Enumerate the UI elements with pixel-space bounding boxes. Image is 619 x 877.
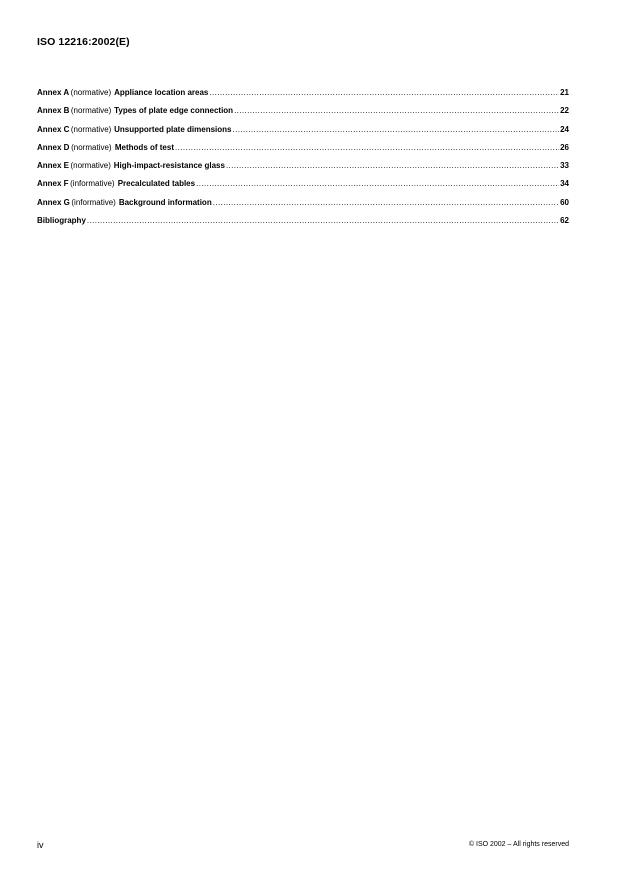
- toc-leader-dots: [87, 216, 559, 225]
- toc-leader-dots: [232, 125, 559, 134]
- toc-leader-dots: [234, 106, 559, 115]
- toc-entry-annex-g[interactable]: [37, 198, 569, 216]
- toc-entry-annex-f[interactable]: [37, 179, 569, 197]
- toc-entry-title: Precalculated tables: [117, 179, 196, 189]
- toc-page-number: 60: [560, 197, 569, 207]
- toc-entry-title: Types of plate edge connection: [114, 106, 234, 116]
- toc-entry-type: (normative): [71, 142, 112, 152]
- toc-page-number: 34: [560, 179, 569, 189]
- toc-entry-annex-e[interactable]: [37, 161, 569, 179]
- toc-entry-title: High-impact-resistance glass: [113, 161, 225, 171]
- toc-entry-label: Annex A: [37, 88, 70, 97]
- toc-entry-label: Annex C: [37, 124, 70, 134]
- toc-entry-annex-c[interactable]: [37, 125, 569, 143]
- toc-leader-dots: [196, 179, 559, 188]
- toc-leader-dots: [226, 161, 559, 170]
- toc-page-number: 62: [560, 216, 569, 226]
- toc-page-number: 26: [560, 142, 570, 152]
- toc-page-number: 33: [560, 161, 570, 171]
- toc-entry-type: (informative): [71, 197, 116, 207]
- toc-leader-dots: [175, 143, 559, 152]
- toc-leader-dots: [213, 198, 559, 207]
- toc-entry-type: (informative): [70, 179, 115, 189]
- toc-entry-type: (normative): [70, 161, 111, 171]
- toc-entry-annex-d[interactable]: [37, 143, 569, 161]
- toc-entry-type: (normative): [70, 88, 112, 97]
- toc-entry-title: Methods of test: [114, 142, 174, 152]
- toc-page-number: 22: [560, 106, 569, 116]
- toc-entry-label: Annex F: [37, 179, 69, 189]
- toc-entry-annex-b[interactable]: [37, 106, 569, 124]
- toc-entry-label: Annex E: [37, 161, 70, 171]
- toc-entry-type: (normative): [70, 106, 112, 116]
- toc-entry-label: Bibliography: [37, 216, 86, 226]
- toc-page-number: 24: [560, 124, 569, 134]
- footer-page-number: iv: [37, 840, 44, 850]
- toc-entry-title: Appliance location areas: [114, 88, 209, 97]
- toc-leader-dots: [209, 88, 559, 97]
- toc-entry-type: (normative): [70, 124, 112, 134]
- toc-entry-bibliography[interactable]: [37, 216, 569, 234]
- document-header-title: ISO 12216:2002(E): [37, 36, 130, 48]
- toc-entry-annex-a[interactable]: [37, 88, 569, 106]
- table-of-contents: [37, 88, 569, 234]
- toc-entry-label: Annex G: [37, 197, 70, 207]
- toc-entry-label: Annex B: [37, 106, 70, 116]
- footer-copyright: © ISO 2002 – All rights reserved: [468, 841, 569, 848]
- toc-entry-label: Annex D: [37, 142, 70, 152]
- toc-page-number: 21: [560, 88, 569, 97]
- toc-entry-title: Unsupported plate dimensions: [114, 124, 232, 134]
- toc-entry-title: Background information: [118, 197, 212, 207]
